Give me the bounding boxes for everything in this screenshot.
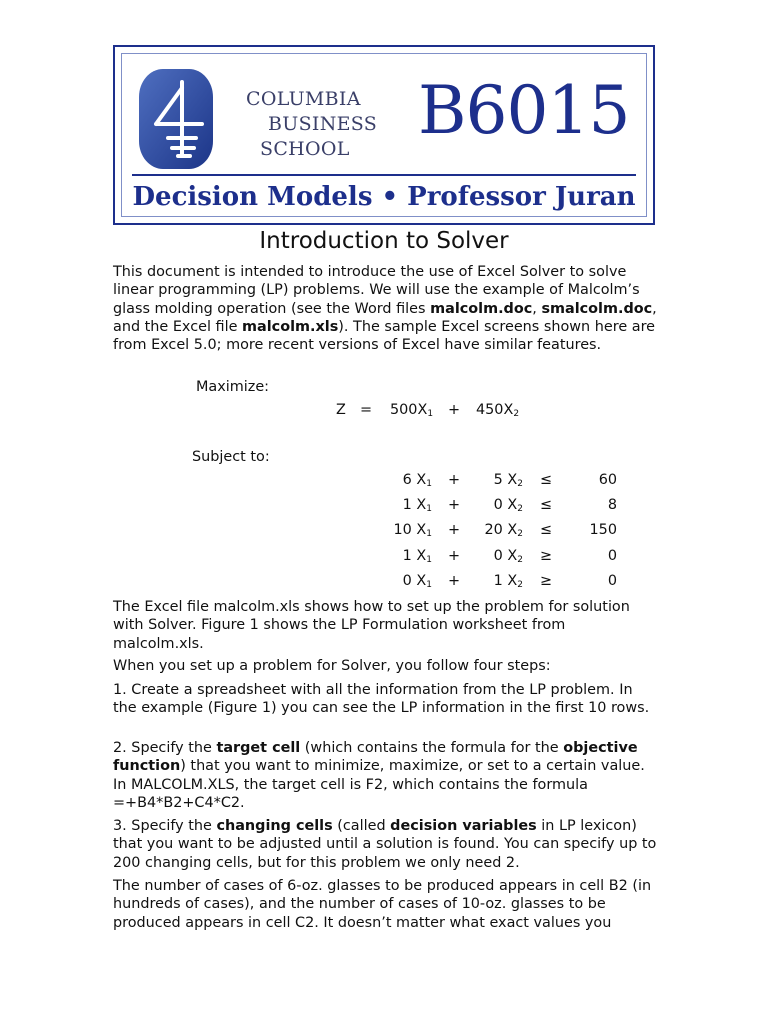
constraint-row <box>0 546 768 566</box>
constraint-term1-wrap: 10 $X_1$ <box>393 522 432 539</box>
header-banner <box>113 45 655 225</box>
constraint-rhs: 0 <box>607 573 617 589</box>
objective-equals: = <box>360 402 373 418</box>
school-name-line1: COLUMBIA <box>246 88 361 110</box>
constraint-term1-wrap: 1 $X_1$ <box>402 497 432 514</box>
constraint-rhs: 8 <box>607 497 617 513</box>
constraint-plus: + <box>448 573 461 589</box>
objective-term1: $500X_1$ <box>390 402 434 419</box>
step1-paragraph: 1. Create a spreadsheet with all the information from the LP problem. In the example (Figure 1) you can see the LP information in the first 10 rows. <box>113 682 650 717</box>
excel-file-paragraph: The Excel file malcolm.xls shows how to set up the problem for solution with Solver. Figure 1 shows the LP Formulation worksheet from malcolm.xls. <box>113 599 630 652</box>
intro-paragraph: This document is intended to introduce the use of Excel Solver to solve linear programming (LP) problems. We will use the example of Malcolm’s glass molding operation (see the Word files malcolm.doc, smalcolm.doc, and the Excel file malcolm.xls). The sample Excel screens shown here are from Excel 5.0; more recent versions of Excel have similar features. <box>113 264 657 354</box>
constraint-relation: ≤ <box>540 472 553 488</box>
constraint-term1-wrap: 1 $X_1$ <box>402 548 432 565</box>
constraint-term1-wrap: 0 $X_1$ <box>402 573 432 590</box>
step3-paragraph: 3. Specify the changing cells (called decision variables in LP lexicon) that you want to be adjusted until a solution is found. You can specify up to 200 changing cells, but for this problem we only need 2. <box>113 818 657 871</box>
constraint-rhs: 60 <box>598 472 617 488</box>
objective-term2: $450X_2$ <box>476 402 520 419</box>
constraint-term1: 1 X <box>402 548 427 564</box>
course-subtitle: Decision Models • Professor Juran <box>132 182 636 212</box>
constraint-plus: + <box>448 522 461 538</box>
constraint-term2: 0 X <box>493 548 518 564</box>
objective-z: Z <box>336 402 346 418</box>
objective-function <box>0 400 768 420</box>
school-name-line3: SCHOOL <box>260 138 350 160</box>
constraint-term2-wrap: 0 $X_2$ <box>493 497 523 514</box>
constraint-plus: + <box>448 472 461 488</box>
constraint-term2: 1 X <box>493 573 518 589</box>
step2-paragraph: 2. Specify the target cell (which contains the formula for the objective function) that you want to minimize, maximize, or set to a certain value. In MALCOLM.XLS, the target cell is F2, which contains the formula =+B4*B2+C4*C2. <box>113 740 645 811</box>
maximize-label: Maximize: <box>196 379 270 395</box>
objective-plus: + <box>448 402 461 418</box>
subject-to-label: Subject to: <box>192 449 270 465</box>
steps-intro-paragraph: When you set up a problem for Solver, you follow four steps: <box>113 658 551 674</box>
constraint-term1: 6 X <box>402 472 427 488</box>
constraint-term1: 10 X <box>393 522 427 538</box>
constraint-relation: ≥ <box>540 548 553 564</box>
constraint-term2: 0 X <box>493 497 518 513</box>
page-title: Introduction to Solver <box>259 228 509 254</box>
constraint-relation: ≤ <box>540 497 553 513</box>
constraint-relation: ≤ <box>540 522 553 538</box>
constraint-term2-wrap: 0 $X_2$ <box>493 548 523 565</box>
course-code: B6015 <box>418 72 630 149</box>
constraint-term1: 0 X <box>402 573 427 589</box>
constraint-relation: ≥ <box>540 573 553 589</box>
constraint-row <box>0 495 768 515</box>
columbia-crown-logo-icon <box>138 68 214 170</box>
constraint-term1: 1 X <box>402 497 427 513</box>
constraint-plus: + <box>448 548 461 564</box>
constraint-row <box>0 470 768 490</box>
constraint-row <box>0 571 768 591</box>
banner-inner-border <box>121 53 647 217</box>
constraint-term2: 20 X <box>484 522 518 538</box>
constraint-rhs: 150 <box>589 522 617 538</box>
constraint-rhs: 0 <box>607 548 617 564</box>
constraint-term2-wrap: 5 $X_2$ <box>493 472 523 489</box>
constraint-row <box>0 520 768 540</box>
constraint-term2-wrap: 1 $X_2$ <box>493 573 523 590</box>
school-name-line2: BUSINESS <box>268 113 378 135</box>
banner-divider <box>132 174 636 176</box>
cases-paragraph: The number of cases of 6-oz. glasses to be produced appears in cell B2 (in hundreds of cases), and the number of cases of 10-oz. glasses to be produced appears in cell C2. It doesn’t matter what exact values you <box>113 878 652 931</box>
constraint-term1-wrap: 6 $X_1$ <box>402 472 432 489</box>
constraint-plus: + <box>448 497 461 513</box>
constraint-term2-wrap: 20 $X_2$ <box>484 522 523 539</box>
constraint-term2: 5 X <box>493 472 518 488</box>
